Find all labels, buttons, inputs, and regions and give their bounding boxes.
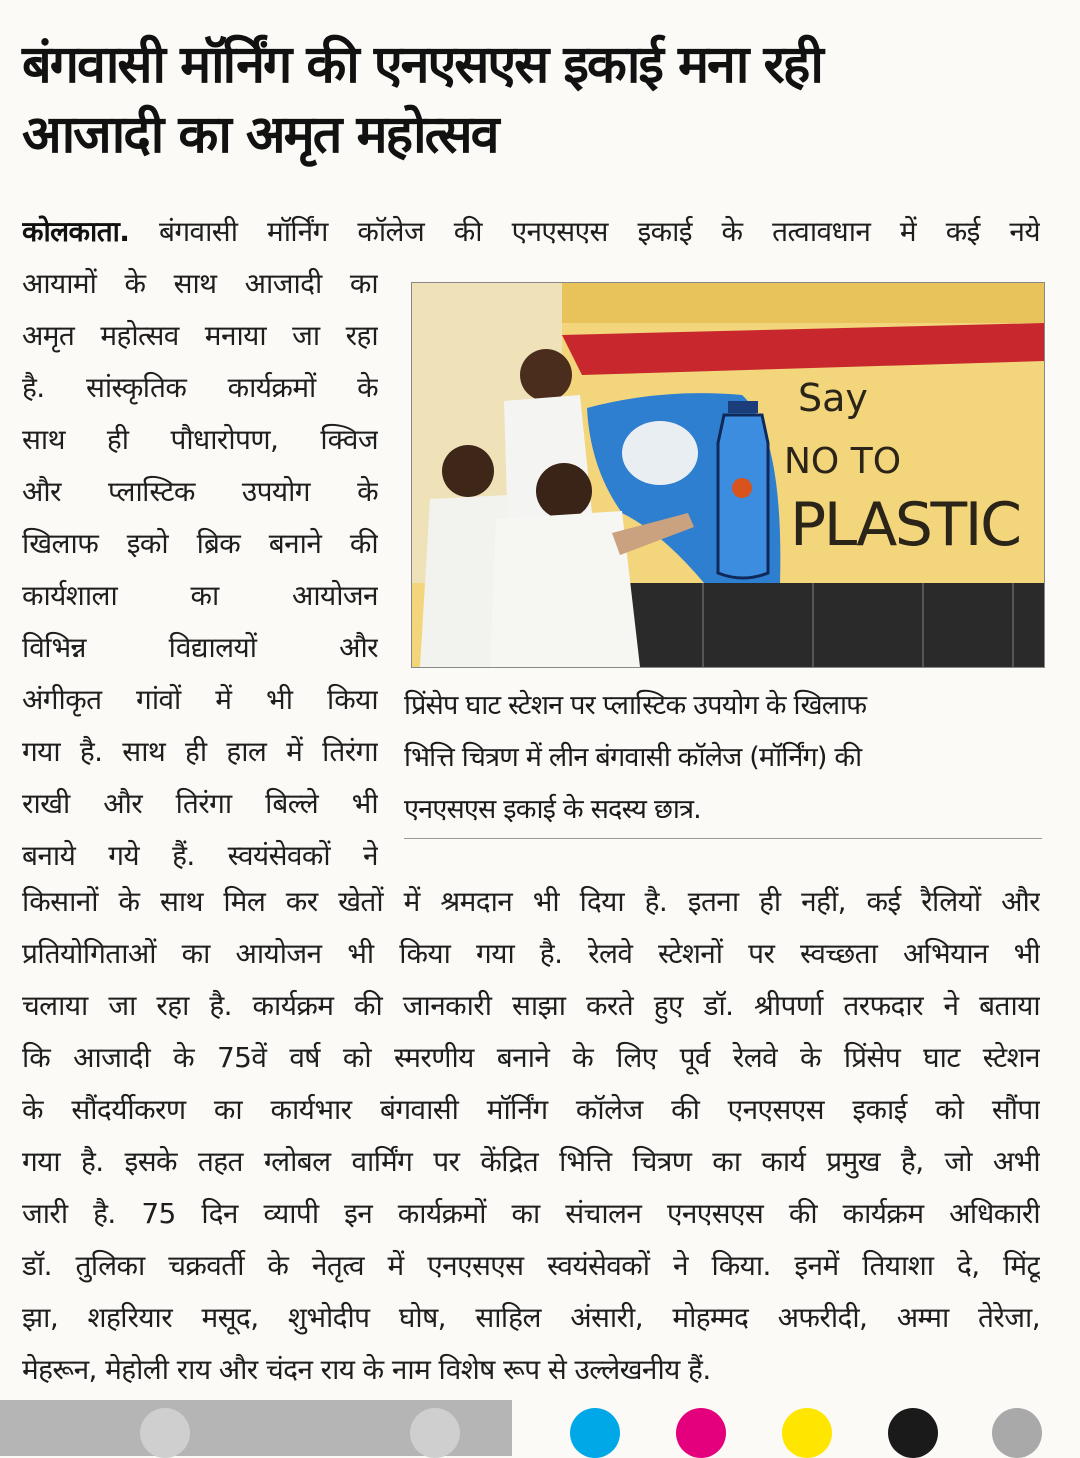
article-line: आयामों के साथ आजादी का xyxy=(22,267,378,300)
article-line: साथ ही पौधारोपण, क्विज xyxy=(22,423,378,456)
caption-line: प्रिंसेप घाट स्टेशन पर प्लास्टिक उपयोग के खिलाफ xyxy=(404,690,867,721)
caption-line: भित्ति चित्रण में लीन बंगवासी कॉलेज (मॉर्निंग) की xyxy=(404,742,862,773)
article-line: चलाया जा रहा है. कार्यक्रम की जानकारी साझा करते हुए डॉ. श्रीपर्णा तरफदार ने बताया xyxy=(22,989,1040,1022)
article-line: है. सांस्कृतिक कार्यक्रमों के xyxy=(22,371,378,404)
tile-joint xyxy=(922,583,924,667)
registration-mark-ghost xyxy=(410,1408,460,1458)
registration-mark-magenta xyxy=(676,1408,726,1458)
article-line: खिलाफ इको ब्रिक बनाने की xyxy=(22,527,378,560)
article-line: विभिन्न विद्यालयों और xyxy=(22,631,378,664)
caption-line: एनएसएस इकाई के सदस्य छात्र. xyxy=(404,794,701,825)
mural-illustration xyxy=(412,283,1044,667)
article-line: अंगीकृत गांवों में भी किया xyxy=(22,683,378,716)
bottle-cap xyxy=(728,401,758,413)
mural-text-plastic: PLASTIC xyxy=(790,490,1022,560)
registration-mark-ghost xyxy=(140,1408,190,1458)
article-line: और प्लास्टिक उपयोग के xyxy=(22,475,378,508)
article-line: मेहरून, मेहोली राय और चंदन राय के नाम विशेष रूप से उल्लेखनीय हैं. xyxy=(22,1353,711,1386)
bottle-fish xyxy=(732,478,752,498)
registration-mark-cyan xyxy=(570,1408,620,1458)
article-line: किसानों के साथ मिल कर खेतों में श्रमदान भी दिया है. इतना ही नहीं, कई रैलियों और xyxy=(22,885,1040,918)
article-line: कार्यशाला का आयोजन xyxy=(22,579,378,612)
mural-globe xyxy=(622,421,698,485)
article-line: डॉ. तुलिका चक्रवर्ती के नेतृत्व में एनएसएस स्वयंसेवकों ने किया. इनमें तियाशा दे, मिंटू xyxy=(22,1249,1040,1282)
tile-joint xyxy=(1012,583,1014,667)
article-line: जारी है. 75 दिन व्यापी इन कार्यक्रमों का संचालन एनएसएस की कार्यक्रम अधिकारी xyxy=(22,1197,1040,1230)
article-line: झा, शहरियार मसूद, शुभोदीप घोष, साहिल अंसारी, मोहम्मद अफरीदी, अम्मा तेरेजा, xyxy=(22,1301,1040,1334)
headline-line-2: आजादी का अमृत महोत्सव xyxy=(22,105,498,165)
article-line: प्रतियोगिताओं का आयोजन भी किया गया है. रेलवे स्टेशनों पर स्वच्छता अभियान भी xyxy=(22,937,1040,970)
tile-joint xyxy=(812,583,814,667)
wall-tiles xyxy=(627,583,1044,667)
mural-text-no-to: NO TO xyxy=(784,441,902,482)
photo-caption xyxy=(404,680,1044,836)
registration-mark-black xyxy=(888,1408,938,1458)
headline xyxy=(22,30,1062,170)
dateline: कोलकाता. xyxy=(22,215,130,248)
news-photo xyxy=(411,282,1045,668)
article-line: के सौंदर्यीकरण का कार्यभार बंगवासी मॉर्निंग कॉलेज की एनएसएस इकाई को सौंपा xyxy=(22,1093,1040,1126)
article-line: गया है. साथ ही हाल में तिरंगा xyxy=(22,735,378,768)
article-line: कि आजादी के 75वें वर्ष को स्मरणीय बनाने के लिए पूर्व रेलवे के प्रिंसेप घाट स्टेशन xyxy=(22,1041,1040,1074)
registration-mark-yellow xyxy=(782,1408,832,1458)
headline-line-1: बंगवासी मॉर्निंग की एनएसएस इकाई मना रही xyxy=(22,35,822,95)
tile-joint xyxy=(702,583,704,667)
article-first-line xyxy=(22,212,1040,252)
article-line: राखी और तिरंगा बिल्ले भी xyxy=(22,787,378,820)
article-line: गया है. इसके तहत ग्लोबल वार्मिंग पर केंद्रित भित्ति चित्रण का कार्य प्रमुख है, जो अभी xyxy=(22,1145,1040,1178)
caption-rule xyxy=(404,838,1042,839)
article-line: अमृत महोत्सव मनाया जा रहा xyxy=(22,319,378,352)
article-line: बनाये गये हैं. स्वयंसेवकों ने xyxy=(22,839,378,872)
first-line-text: बंगवासी मॉर्निंग कॉलेज की एनएसएस इकाई के तत्वावधान में कई नये xyxy=(129,215,1040,248)
registration-mark-gray xyxy=(992,1408,1042,1458)
mural-text-say: Say xyxy=(798,376,868,420)
